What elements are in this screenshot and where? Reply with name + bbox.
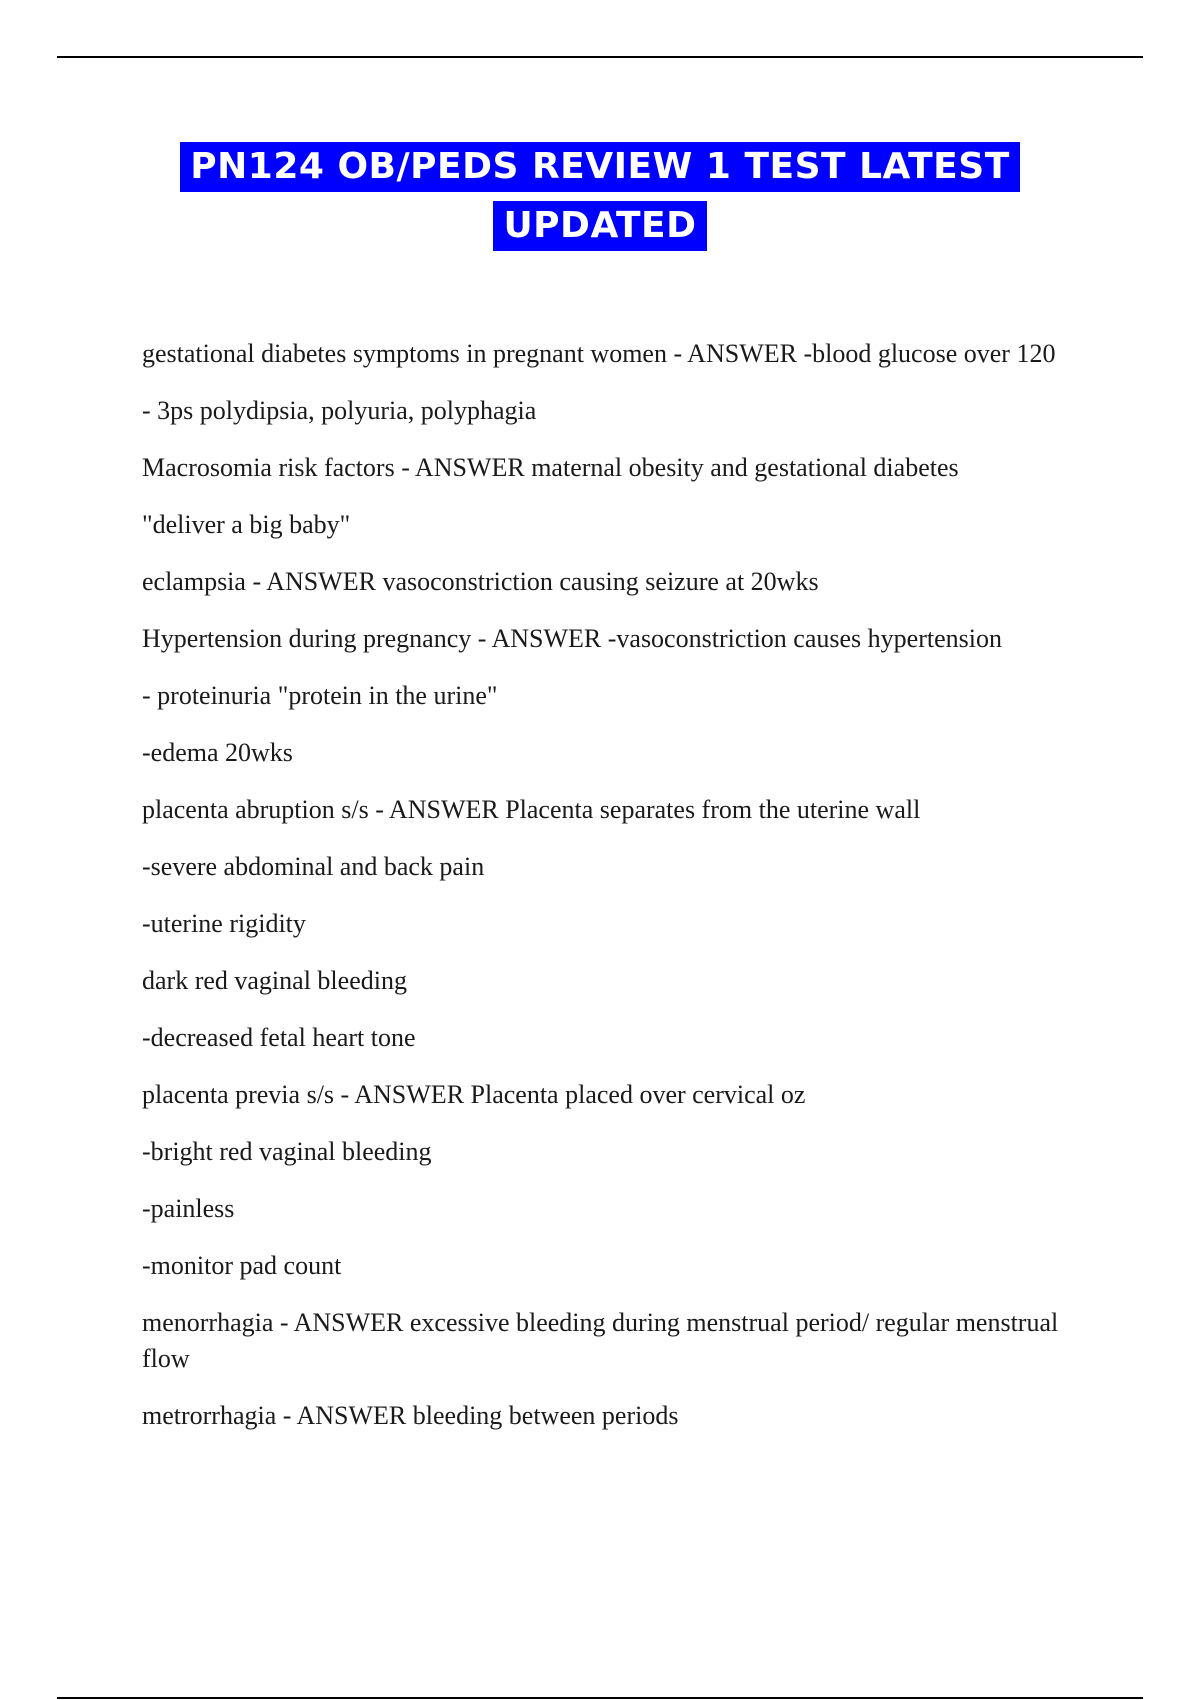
document-title [0, 142, 1200, 251]
body-line: eclampsia - ANSWER vasoconstriction causing seizure at 20wks [142, 567, 819, 596]
body-line: Macrosomia risk factors - ANSWER maternal obesity and gestational diabetes [142, 453, 959, 482]
body-line: -decreased fetal heart tone [142, 1023, 416, 1052]
body-line: -monitor pad count [142, 1251, 342, 1280]
top-rule [57, 56, 1143, 58]
body-line: "deliver a big baby" [142, 510, 351, 539]
body-line: placenta abruption s/s - ANSWER Placenta separates from the uterine wall [142, 795, 921, 824]
body-line: -edema 20wks [142, 738, 293, 767]
title-line-1: PN124 OB/PEDS REVIEW 1 TEST LATEST [180, 142, 1020, 192]
body-line: menorrhagia - ANSWER excessive bleeding during menstrual period/ regular menstrual flow [142, 1308, 1059, 1373]
body-line: -bright red vaginal bleeding [142, 1137, 432, 1166]
body-line: Hypertension during pregnancy - ANSWER -vasoconstriction causes hypertension [142, 624, 1002, 653]
body-line: -painless [142, 1194, 235, 1223]
body-line: gestational diabetes symptoms in pregnant women - ANSWER -blood glucose over 120 [142, 339, 1056, 368]
body-line: -uterine rigidity [142, 909, 306, 938]
body-line: - proteinuria "protein in the urine" [142, 681, 498, 710]
body-line: -severe abdominal and back pain [142, 852, 485, 881]
title-line-2: UPDATED [493, 201, 706, 251]
body-line: placenta previa s/s - ANSWER Placenta placed over cervical oz [142, 1080, 806, 1109]
bottom-rule [57, 1697, 1143, 1699]
document-body [142, 336, 1102, 1455]
body-line: - 3ps polydipsia, polyuria, polyphagia [142, 396, 537, 425]
body-line: dark red vaginal bleeding [142, 966, 407, 995]
body-line: metrorrhagia - ANSWER bleeding between periods [142, 1401, 679, 1430]
